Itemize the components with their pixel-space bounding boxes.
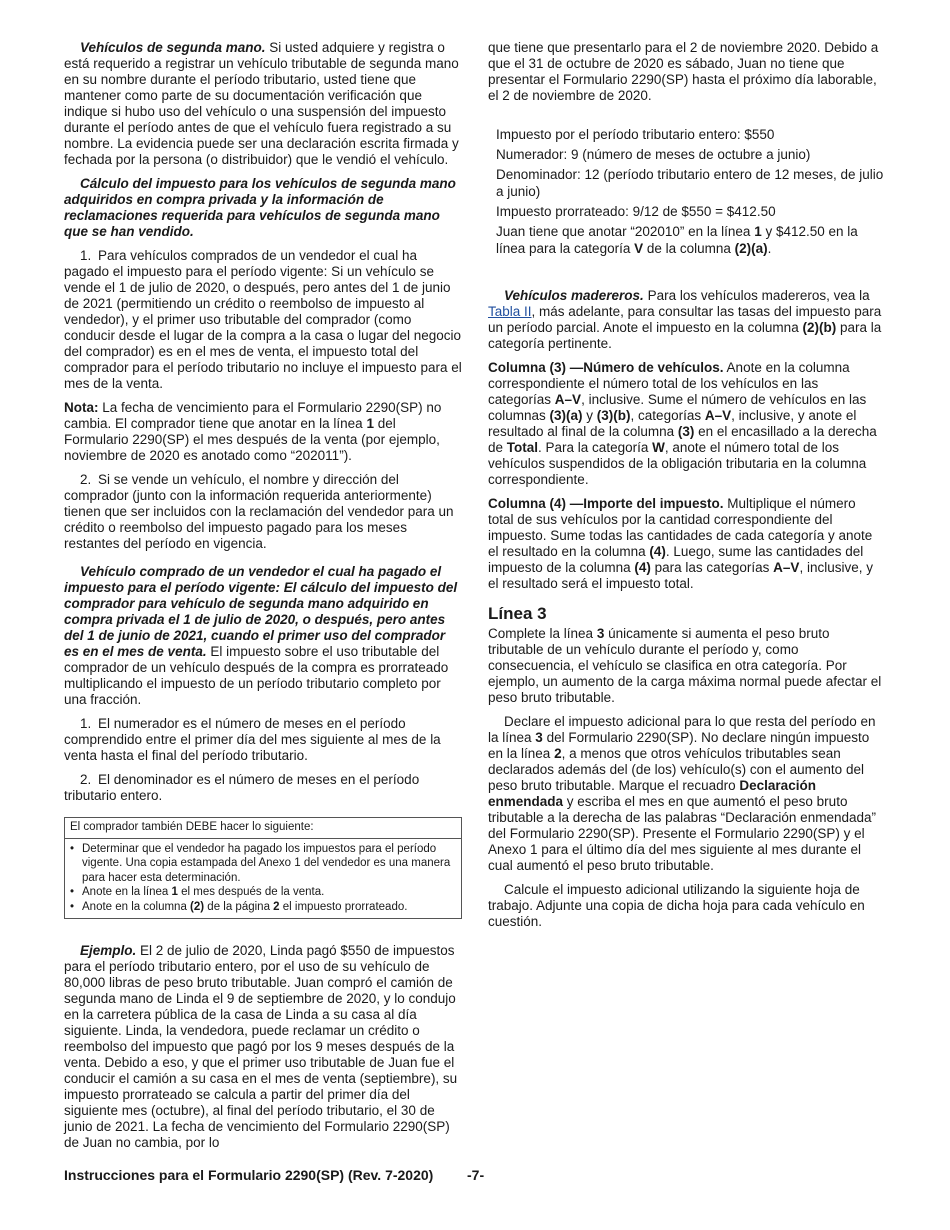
nota-paragraph: Nota: La fecha de vencimiento para el Formulario 2290(SP) no cambia. El comprador tiene que anotar en la línea 1 del Formulario 2290(SP) el mes después de la venta (por ejemplo, noviembre de 2020 es anotado como “202011”). [64, 400, 442, 463]
linea-3-heading: Línea 3 [488, 604, 547, 623]
used-vehicles-title: Vehículos de segunda mano. [80, 40, 266, 55]
seller-heading: Vehículo comprado de un vendedor el cual ha pagado el impuesto para el período vigente: El cálculo del impuesto del comprador para vehículo de segunda mano adquirido en compra privada el 1 de julio de 2020, o después, pero antes del 1 de junio de 2021, cuando el primer uso del comprador es en el mes de venta. [64, 564, 458, 659]
column-3-title: Columna (3) —Número de vehículos. [488, 360, 724, 375]
item-2: 2. Si se vende un vehículo, el nombre y dirección del comprador (junto con la información requerida anteriormente) tienen que ser incluidos con la reclamación del vendedor para un crédito o reembolso del impuesto pagado para los meses restantes del período en vigencia. [64, 472, 454, 551]
calc-line-2: Numerador: 9 (número de meses de octubre a junio) [496, 147, 811, 162]
page-footer [64, 1167, 884, 1183]
calc-line-5: Juan tiene que anotar “202010” en la línea 1 y $412.50 en la línea para la categoría V de la columna (2)(a). [496, 224, 858, 256]
left-column [64, 40, 462, 1159]
column-3-paragraph: Columna (3) —Número de vehículos. Anote en la columna correspondiente el número total de los vehículos en las categorías A–V, inclusive. Sume el número de vehículos en las columnas (3)(a) y (3)(b), categorías A–V, inclusive, y anote el resultado al final de la columna (3) en el encasillado a la derecha de Total. Para la categoría W, anote el número total de los vehículos suspendidos de la obligación tributaria en la columna correspondiente. [488, 360, 877, 487]
example-paragraph: Ejemplo. El 2 de julio de 2020, Linda pagó $550 de impuestos para el período tributario entero, por el uso de su vehículo de 80,000 libras de peso bruto tributable. Juan compró el camión de segunda mano de Linda el 9 de septiembre de 2020, y lo condujo en la carretera pública de la casa de Linda a su casa al día siguiente. Linda, la vendedora, puede reclamar un crédito o reembolso del impuesto que pagó por los 9 meses después de la venta. Debido a eso, y que el primer uso tributable de Juan fue el conducir el camión a su casa en el mes de venta (septiembre), su impuesto prorrateado se calcula a partir del primer día del siguiente mes (octubre), al final del período tributario, el 30 de junio de 2021. La fecha de vencimiento del Formulario 2290(SP) de Juan no cambia, por lo [64, 943, 458, 1150]
box-bullet-3: • Anote en la columna (2) de la página 2 el impuesto prorrateado. [70, 900, 408, 913]
box-body [65, 839, 461, 919]
buyer-requirements-box [64, 817, 462, 919]
box-heading: El comprador también DEBE hacer lo siguiente: [65, 818, 461, 839]
logging-paragraph: Vehículos madereros. Para los vehículos madereros, vea la Tabla II, más adelante, para consultar las tasas del impuesto para un período parcial. Anote el impuesto en la columna (2)(b) para la categoría pertinente. [488, 288, 882, 351]
bullet-icon: • [70, 900, 75, 913]
bullet-icon: • [70, 842, 75, 855]
linea-3-paragraph-1: Complete la línea 3 únicamente si aumenta el peso bruto tributable de un vehículo durante el período y, como consecuencia, el vehículo se clasifica en otra categoría. Por ejemplo, un aumento de la carga máxima normal puede afectar el peso bruto tributable. [488, 626, 882, 705]
linea-3-paragraph-3: Calcule el impuesto adicional utilizando la siguiente hoja de trabajo. Adjunte una copia de dicha hoja para cada vehículo en cuestión. [488, 882, 865, 929]
denominator-item: 2. El denominador es el número de meses en el período tributario entero. [64, 772, 420, 803]
example-title: Ejemplo. [80, 943, 137, 958]
column-4-title: Columna (4) —Importe del impuesto. [488, 496, 724, 511]
bullet-icon: • [70, 886, 75, 898]
right-column [488, 40, 884, 938]
column-4-paragraph: Columna (4) —Importe del impuesto. Multiplique el número total de sus vehículos por la cantidad correspondiente del impuesto. Sume todas las cantidades de cada categoría y anote el resultado en la columna (4). Luego, sume las cantidades del impuesto de la columna (4) para las categorías A–V, inclusive, y el resultado será el impuesto total. [488, 496, 873, 591]
nota-label: Nota: [64, 400, 99, 415]
calc-heading: Cálculo del impuesto para los vehículos de segunda mano adquiridos en compra privada y la información de reclamaciones requerida para vehículos de segunda mano que se han vendido. [64, 176, 456, 239]
seller-paragraph: Vehículo comprado de un vendedor el cual ha pagado el impuesto para el período vigente: El cálculo del impuesto del comprador para vehículo de segunda mano adquirido en compra privada el 1 de julio de 2020, o después, pero antes del 1 de junio de 2021, cuando el primer uso del comprador es en el mes de venta. El impuesto sobre el uso tributable del comprador de un vehículo después de la compra es prorrateado multiplicando el impuesto de un período tributario completo por una fracción. [64, 564, 458, 707]
example-continued: que tiene que presentarlo para el 2 de noviembre 2020. Debido a que el 31 de octubre de 2020 es sábado, Juan no tiene que presentar el Formulario 2290(SP) hasta el próximo día laborable, el 2 de noviembre de 2020. [488, 40, 879, 103]
box-bullet-1: • Determinar que el vendedor ha pagado los impuestos para el período vigente. Una copia estampada del Anexo 1 del vendedor es una manera para hacer esta determinación. [70, 842, 451, 884]
footer-title: Instrucciones para el Formulario 2290(SP) (Rev. 7-2020) [64, 1167, 434, 1183]
calc-line-1: Impuesto por el período tributario entero: $550 [496, 127, 775, 142]
tabla-ii-link[interactable]: Tabla II [488, 304, 532, 319]
calc-line-3: Denominador: 12 (período tributario entero de 12 meses, de julio a junio) [496, 167, 884, 199]
item-1: 1. Para vehículos comprados de un vendedor el cual ha pagado el impuesto para el período vigente: Si un vehículo se vende el 1 de julio de 2020, o después, pero antes del 1 de junio de 2021 (permitiendo un crédito o reembolso de impuesto al vendedor), y el primer uso tributable del comprador (como conducir desde el lugar de la compra a la casa o lugar del negocio del comprador) es en el mes de venta, el impuesto total del comprador para el período tributario no incluye el impuesto para el mes de la venta. [64, 248, 462, 391]
linea-3-paragraph-2: Declare el impuesto adicional para lo que resta del período en la línea 3 del Formulario 2290(SP). No declare ningún impuesto en la línea 2, a menos que otros vehículos tributables sean declarados además del (de los) vehículo(s) con el aumento del peso bruto tributable. Marque el recuadro Declaración enmendada y escriba el mes en que aumentó el peso bruto tributable a la derecha de las palabras “Declaración enmendada” del Formulario 2290(SP). Presente el Formulario 2290(SP) y el Anexo 1 para el último día del mes siguiente al mes durante el cual aumentó el peso bruto tributable. [488, 714, 876, 873]
page-number: -7- [467, 1167, 485, 1183]
box-bullet-2: • Anote en la línea 1 el mes después de la venta. [70, 886, 325, 898]
logging-title: Vehículos madereros. [504, 288, 644, 303]
calc-line-4: Impuesto prorrateado: 9/12 de $550 = $412.50 [496, 204, 776, 219]
numerator-item: 1. El numerador es el número de meses en el período comprendido entre el primer día del mes siguiente al mes de la venta hasta el final del período tributario. [64, 716, 441, 763]
used-vehicles-paragraph: Vehículos de segunda mano. Si usted adquiere y registra o está requerido a registrar un vehículo tributable de segunda mano en su nombre durante el período tributario, usted tiene que mantener como parte de su documentación verificación que indique si hubo uso del vehículo o una suspensión del impuesto durante el período antes de que el vehículo fuera registrado a su nombre. La evidencia puede ser una declaración escrita firmada y fechada por la persona (o distribuidor) que le vendió el vehículo. [64, 40, 459, 167]
example-calculation [496, 126, 884, 257]
